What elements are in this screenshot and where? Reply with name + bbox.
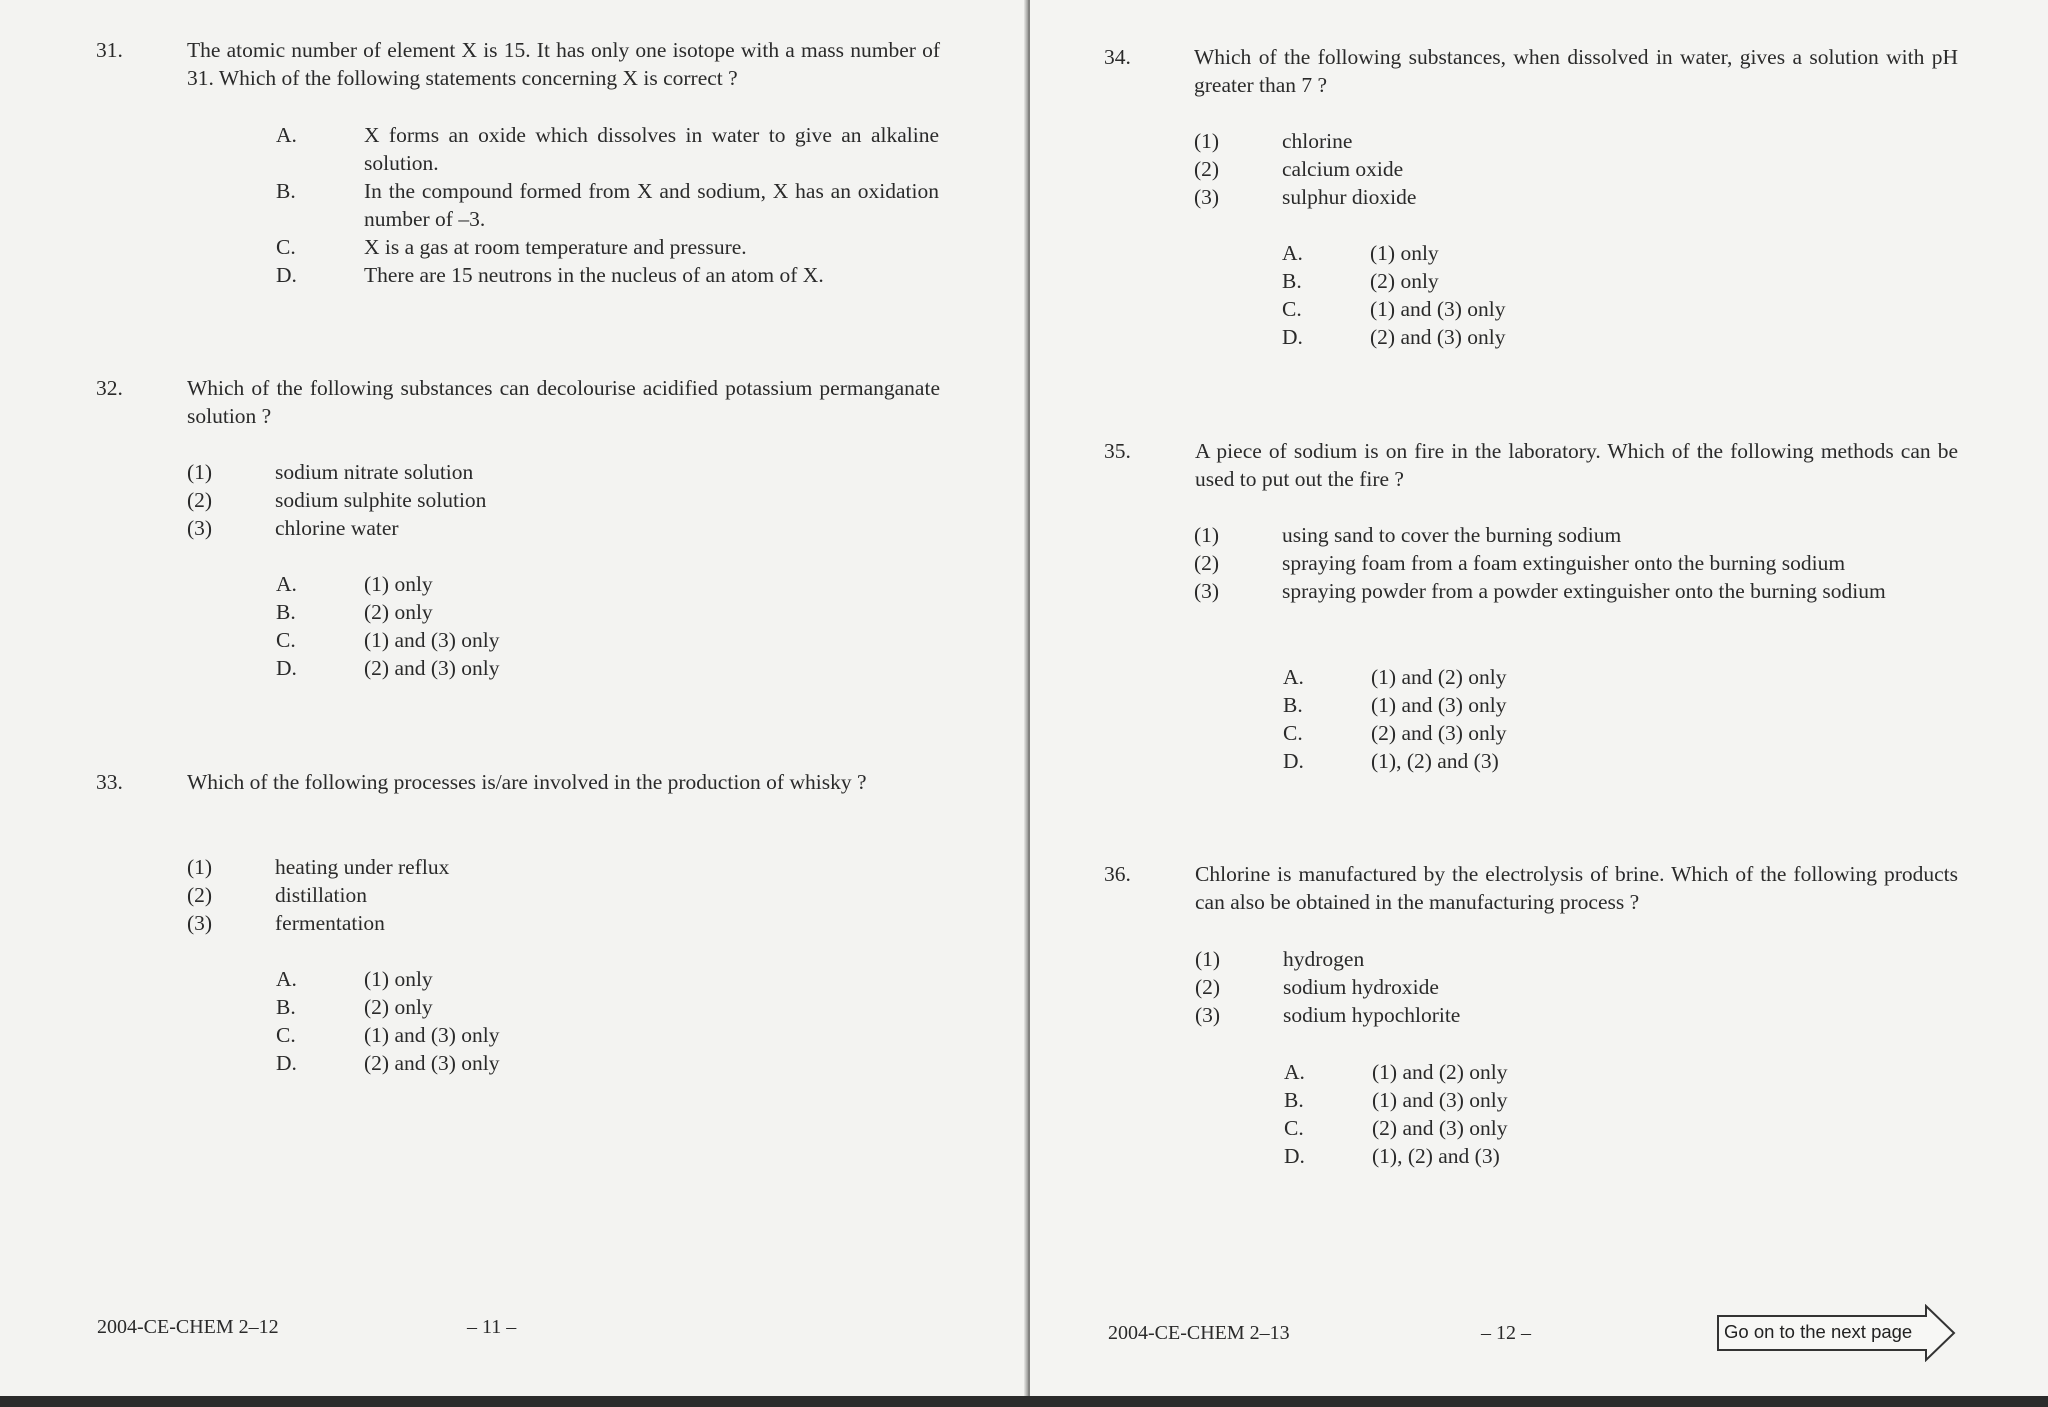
- statement-label: (2): [187, 883, 213, 907]
- option-label: A.: [276, 967, 297, 991]
- option-label: D.: [276, 1051, 297, 1075]
- answer-option: [1283, 663, 1683, 691]
- option-text: (1) only: [364, 967, 433, 991]
- option-label: D.: [1283, 749, 1304, 773]
- answer-option: [1284, 1114, 1684, 1142]
- answer-options: [1282, 239, 1682, 351]
- page-edge-shadow: [0, 1396, 2048, 1407]
- option-text: (1) and (3) only: [364, 628, 500, 652]
- statement-item: [1195, 945, 1895, 973]
- option-label: A.: [276, 123, 297, 147]
- answer-option: [276, 993, 676, 1021]
- statement-item: [1194, 127, 1894, 155]
- left-page: [0, 0, 1027, 1398]
- statement-text: fermentation: [275, 911, 385, 935]
- option-label: B.: [1283, 693, 1303, 717]
- statement-label: (1): [1195, 947, 1221, 971]
- option-label: B.: [276, 600, 296, 624]
- statement-item: [1195, 973, 1895, 1001]
- statement-item: [187, 853, 887, 881]
- statement-label: (3): [1194, 579, 1220, 603]
- statement-label: (2): [1194, 551, 1220, 575]
- right-page: [1030, 0, 2048, 1398]
- option-label: B.: [276, 995, 296, 1019]
- option-label: B.: [1282, 269, 1302, 293]
- statement-label: (2): [1195, 975, 1221, 999]
- statement-text: chlorine water: [275, 516, 399, 540]
- answer-option: [1284, 1142, 1684, 1170]
- option-label: C.: [1282, 297, 1302, 321]
- answer-option: [276, 570, 676, 598]
- option-label: D.: [276, 263, 297, 287]
- option-label: C.: [1283, 721, 1303, 745]
- option-label: B.: [1284, 1088, 1304, 1112]
- question-number: 32.: [96, 376, 123, 400]
- question-number: 31.: [96, 38, 123, 62]
- option-text: (1) and (2) only: [1371, 665, 1507, 689]
- option-label: D.: [1284, 1144, 1305, 1168]
- statement-item: [1194, 577, 1958, 633]
- answer-option: [1282, 267, 1682, 295]
- statement-text: chlorine: [1282, 129, 1353, 153]
- answer-option: [1283, 691, 1683, 719]
- statement-item: [1194, 155, 1894, 183]
- option-text: (1) and (3) only: [1372, 1088, 1508, 1112]
- statement-list: [1195, 945, 1895, 1029]
- option-text: (2) and (3) only: [364, 1051, 500, 1075]
- question-number: 33.: [96, 770, 123, 794]
- page-number: – 11 –: [467, 1316, 517, 1338]
- statement-label: (3): [187, 911, 213, 935]
- question-stem: Chlorine is manufactured by the electrolysis of brine. Which of the following products can also be obtained in the manufacturing process ?: [1195, 862, 1958, 914]
- answer-option: [1283, 719, 1683, 747]
- option-text: (1) and (3) only: [364, 1023, 500, 1047]
- option-text: There are 15 neutrons in the nucleus of an atom of X.: [364, 263, 824, 287]
- statement-list: [1194, 127, 1894, 211]
- option-text: (2) only: [364, 600, 433, 624]
- statement-text: distillation: [275, 883, 367, 907]
- statement-text: hydrogen: [1283, 947, 1365, 971]
- option-text: (2) and (3) only: [1372, 1116, 1508, 1140]
- statement-list: [187, 853, 887, 937]
- question-33: [96, 768, 942, 1088]
- statement-text: sodium sulphite solution: [275, 488, 487, 512]
- statement-text: sodium nitrate solution: [275, 460, 474, 484]
- answer-option: [276, 626, 676, 654]
- option-label: C.: [276, 235, 296, 259]
- option-label: D.: [276, 656, 297, 680]
- answer-option: [276, 598, 676, 626]
- option-text: (1) and (3) only: [1371, 693, 1507, 717]
- answer-options: [276, 121, 940, 289]
- statement-label: (1): [1194, 129, 1220, 153]
- statement-text: heating under reflux: [275, 855, 450, 879]
- question-stem: Which of the following substances, when dissolved in water, gives a solution with pH greater than 7 ?: [1194, 45, 1958, 97]
- option-label: D.: [1282, 325, 1303, 349]
- question-number: 34.: [1104, 45, 1131, 69]
- statement-item: [187, 486, 887, 514]
- option-text: (2) and (3) only: [1371, 721, 1507, 745]
- option-label: A.: [1283, 665, 1304, 689]
- answer-option: [1284, 1086, 1684, 1114]
- option-text: (1) and (3) only: [1370, 297, 1506, 321]
- question-36: [1104, 860, 1984, 1180]
- answer-option: [276, 654, 676, 682]
- option-label: A.: [1284, 1060, 1305, 1084]
- option-text: (1) and (2) only: [1372, 1060, 1508, 1084]
- answer-option: [1284, 1058, 1684, 1086]
- answer-option: [276, 1021, 676, 1049]
- statement-label: (2): [187, 488, 213, 512]
- option-text: (1), (2) and (3): [1371, 749, 1499, 773]
- statement-text: using sand to cover the burning sodium: [1282, 523, 1622, 547]
- next-page-arrow: [1716, 1304, 1956, 1362]
- option-text: In the compound formed from X and sodium, X has an oxidation number of –3.: [364, 179, 939, 231]
- answer-option: [276, 965, 676, 993]
- option-label: B.: [276, 179, 296, 203]
- statement-label: (1): [187, 855, 213, 879]
- option-text: X forms an oxide which dissolves in water to give an alkaline solution.: [364, 123, 939, 175]
- question-number: 35.: [1104, 439, 1131, 463]
- statement-text: spraying foam from a foam extinguisher onto the burning sodium: [1282, 551, 1846, 575]
- statement-list: [187, 458, 887, 542]
- statement-label: (3): [1195, 1003, 1221, 1027]
- statement-item: [187, 881, 887, 909]
- statement-item: [187, 514, 887, 542]
- option-label: A.: [1282, 241, 1303, 265]
- next-page-label: Go on to the next page: [1724, 1321, 1913, 1342]
- answer-options: [276, 570, 676, 682]
- answer-option: [1282, 295, 1682, 323]
- option-text: (2) only: [364, 995, 433, 1019]
- question-stem: Which of the following processes is/are involved in the production of whisky ?: [187, 770, 867, 794]
- answer-option: [1282, 323, 1682, 351]
- answer-option: [276, 233, 940, 261]
- answer-option: [276, 261, 940, 289]
- answer-option: [1282, 239, 1682, 267]
- answer-option: [276, 121, 940, 177]
- question-number: 36.: [1104, 862, 1131, 886]
- answer-option: [276, 177, 940, 233]
- option-text: X is a gas at room temperature and pressure.: [364, 235, 747, 259]
- statement-item: [1195, 1001, 1895, 1029]
- statement-label: (3): [187, 516, 213, 540]
- answer-options: [1284, 1058, 1684, 1170]
- statement-item: [187, 909, 887, 937]
- paper-code: 2004-CE-CHEM 2–13: [1108, 1322, 1290, 1344]
- option-label: C.: [1284, 1116, 1304, 1140]
- statement-item: [1194, 183, 1894, 211]
- page-number: – 12 –: [1481, 1322, 1531, 1344]
- statement-item: [1194, 521, 1958, 549]
- answer-option: [276, 1049, 676, 1077]
- answer-option: [1283, 747, 1683, 775]
- statement-text: calcium oxide: [1282, 157, 1404, 181]
- option-text: (2) and (3) only: [364, 656, 500, 680]
- option-text: (1) only: [364, 572, 433, 596]
- question-31: [96, 36, 942, 296]
- option-label: C.: [276, 628, 296, 652]
- option-text: (1) only: [1370, 241, 1439, 265]
- statement-text: sulphur dioxide: [1282, 185, 1417, 209]
- statement-label: (3): [1194, 185, 1220, 209]
- option-text: (2) only: [1370, 269, 1439, 293]
- question-32: [96, 374, 942, 694]
- paper-code: 2004-CE-CHEM 2–12: [97, 1316, 279, 1338]
- statement-item: [1194, 549, 1958, 577]
- option-text: (2) and (3) only: [1370, 325, 1506, 349]
- statement-label: (2): [1194, 157, 1220, 181]
- option-label: A.: [276, 572, 297, 596]
- statement-item: [187, 458, 887, 486]
- question-stem: A piece of sodium is on fire in the laboratory. Which of the following methods can be used to put out the fire ?: [1195, 439, 1958, 491]
- option-text: (1), (2) and (3): [1372, 1144, 1500, 1168]
- question-35: [1104, 437, 1984, 777]
- statement-label: (1): [1194, 523, 1220, 547]
- statement-text: sodium hydroxide: [1283, 975, 1439, 999]
- statement-text: sodium hypochlorite: [1283, 1003, 1461, 1027]
- answer-options: [1283, 663, 1683, 775]
- question-stem: Which of the following substances can decolourise acidified potassium permanganate solution ?: [187, 376, 940, 428]
- question-stem: The atomic number of element X is 15. It has only one isotope with a mass number of 31. Which of the following statements concerning X is correct ?: [187, 38, 940, 90]
- statement-list: [1194, 521, 1958, 633]
- question-34: [1104, 43, 1984, 363]
- option-label: C.: [276, 1023, 296, 1047]
- answer-options: [276, 965, 676, 1077]
- statement-text: spraying powder from a powder extinguisher onto the burning sodium: [1282, 579, 1886, 603]
- statement-label: (1): [187, 460, 213, 484]
